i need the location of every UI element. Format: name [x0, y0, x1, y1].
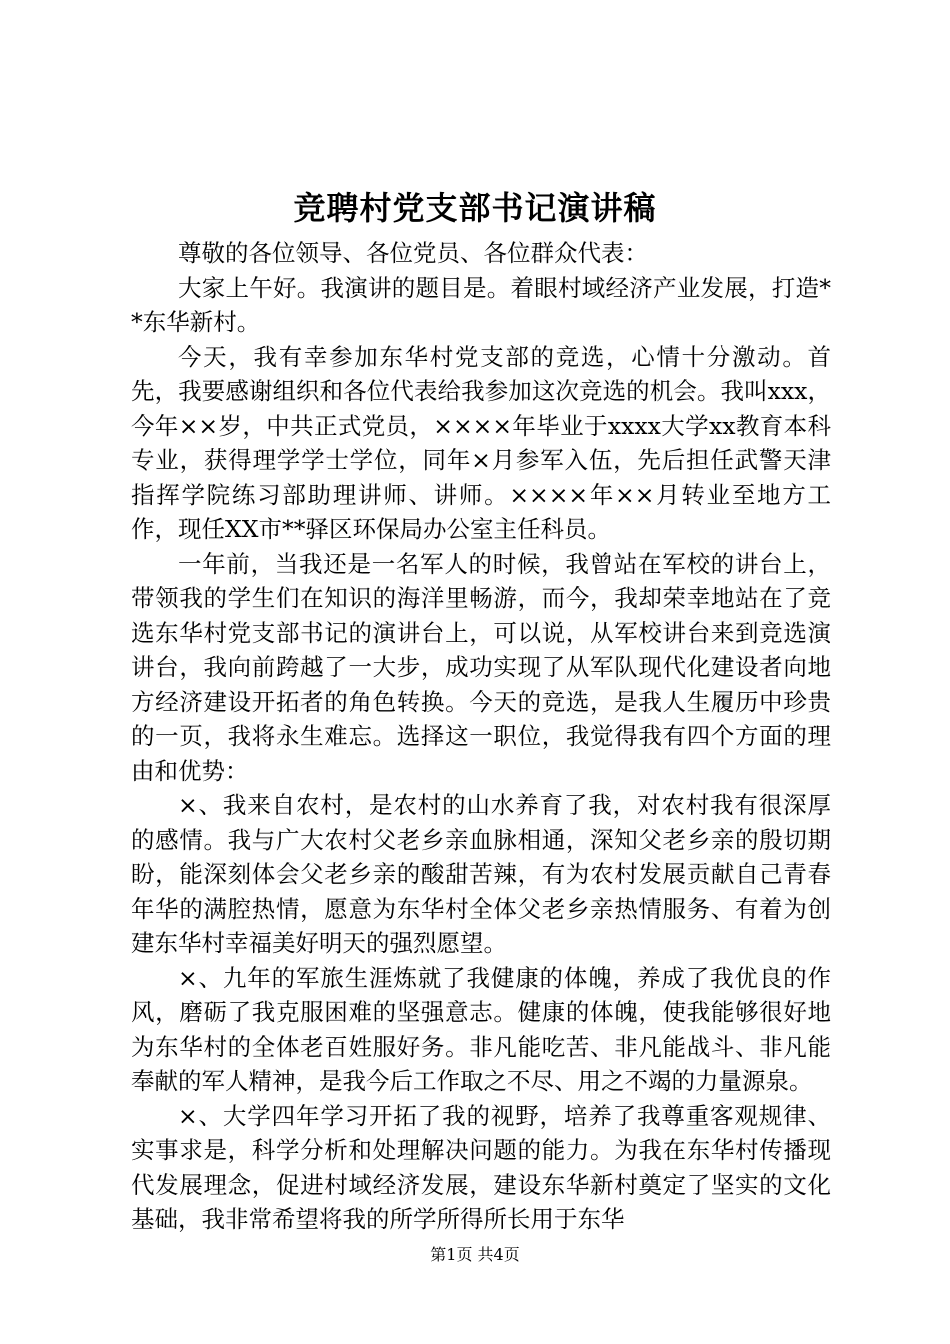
paragraph-introduction: 今天，我有幸参加东华村党支部的竞选，心情十分激动。首先，我要感谢组织和各位代表给我参加这次竞选的机会。我叫xxx，今年××岁，中共正式党员，××××年毕业于xxxx大学xx教育本科专业，获得理学学士学位，同年×月参军入伍，先后担任武警天津指挥学院练习部助理讲师、讲师。××××年××月转业至地方工作，现任XX市**驿区环保局办公室主任科员。: [131, 342, 831, 543]
document-body: [131, 236, 831, 1237]
page-number-footer: 第1页 共4页: [430, 1245, 520, 1264]
paragraph-salutation: 尊敬的各位领导、各位党员、各位群众代表：: [178, 239, 648, 267]
paragraph-reason-2: ×、九年的军旅生涯炼就了我健康的体魄，养成了我优良的作风，磨砺了我克服困难的坚强意志。健康的体魄，使我能够很好地为东华村的全体老百姓服好务。非凡能吃苦、非凡能战斗、非凡能奉献的军人精神，是我今后工作取之不尽、用之不竭的力量源泉。: [131, 963, 831, 1095]
paragraph-reason-1: ×、我来自农村，是农村的山水养育了我，对农村我有很深厚的感情。我与广大农村父老乡亲血脉相通，深知父老乡亲的殷切期盼，能深刻体会父老乡亲的酸甜苦辣，有为农村发展贡献自己青春年华的满腔热情，愿意为东华村全体父老乡亲热情服务、有着为创建东华村幸福美好明天的强烈愿望。: [131, 791, 831, 957]
document-title: 竞聘村党支部书记演讲稿: [293, 189, 657, 227]
paragraph-background: 一年前，当我还是一名军人的时候，我曾站在军校的讲台上，带领我的学生们在知识的海洋里畅游，而今，我却荣幸地站在了竞选东华村党支部书记的演讲台上，可以说，从军校讲台来到竞选演讲台，我向前跨越了一大步，成功实现了从军队现代化建设者向地方经济建设开拓者的角色转换。今天的竞选，是我人生履历中珍贵的一页，我将永生难忘。选择这一职位，我觉得我有四个方面的理由和优势：: [131, 549, 831, 785]
paragraph-greeting: 大家上午好。我演讲的题目是。着眼村域经济产业发展，打造**东华新村。: [131, 273, 831, 336]
paragraph-reason-3: ×、大学四年学习开拓了我的视野，培养了我尊重客观规律、实事求是，科学分析和处理解决问题的能力。为我在东华村传播现代发展理念，促进村域经济发展，建设东华新村奠定了坚实的文化基础，我非常希望将我的所学所得所长用于东华: [131, 1101, 831, 1233]
